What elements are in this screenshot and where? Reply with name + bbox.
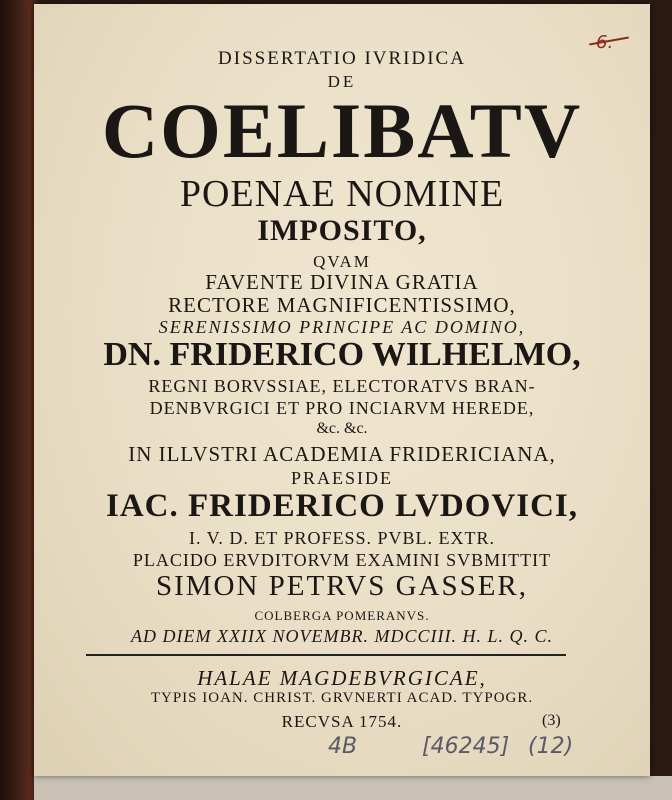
pencil-mark-12: (12) [528,734,574,759]
main-title-coelibatu: COELIBATV [101,87,583,174]
text-iac-friderico-ludovici: IAC. FRIDERICO LVDOVICI, [105,488,578,524]
text-friderico-wilhelmo: DN. FRIDERICO WILHELMO, [103,336,581,373]
heading-dissertatio: DISSERTATIO IVRIDICA [218,48,466,69]
sheet-signature: (3) [542,712,561,729]
subtitle-poenae-nomine: POENAE NOMINE [179,173,505,215]
imprint-year: RECVSA 1754. [281,712,403,731]
text-rectore: RECTORE MAGNIFICENTISSIMO, [168,293,516,317]
text-denburgici: DENBVRGICI ET PRO INCIARVM HEREDE, [149,398,535,418]
handwritten-number-top-right: 6. [596,32,614,53]
text-placido-eruditorum: PLACIDO ERVDITORVM EXAMINI SVBMITTIT [132,550,552,570]
title-page [34,4,650,776]
text-serenissimo: SERENISSIMO PRINCIPE AC DOMINO, [158,317,526,337]
horizontal-rule [86,654,566,656]
heading-de: DE [327,72,357,91]
pencil-mark-4b: 4B [328,734,358,759]
text-regni-borussiae: REGNI BORVSSIAE, ELECTORATVS BRAN- [148,376,536,396]
text-etc: &c. &c. [316,420,368,437]
text-academia-fridericiana: IN ILLVSTRI ACADEMIA FRIDERICIANA, [128,442,556,466]
subtitle-imposito: IMPOSITO, [257,214,427,247]
text-favente-divina-gratia: FAVENTE DIVINA GRATIA [205,270,479,294]
text-ad-diem: AD DIEM XXIIX NOVEMBR. MDCCIII. H. L. Q. C. [131,626,553,646]
text-praeside: PRAESIDE [290,468,393,488]
pencil-mark-shelfmark: [46245] [422,734,510,759]
imprint-printer: TYPIS IOAN. CHRIST. GRVNERTI ACAD. TYPOGR. [150,690,534,706]
scan-background-strip [34,776,672,800]
text-simon-petrus-gasser: SIMON PETRVS GASSER, [155,570,529,602]
text-quam: QVAM [313,252,371,271]
text-colberga-pomeranus: COLBERGA POMERANVS. [254,608,430,623]
imprint-place: HALAE MAGDEBVRGICAE, [197,666,487,690]
text-ivd-profess: I. V. D. ET PROFESS. PVBL. EXTR. [188,528,496,548]
